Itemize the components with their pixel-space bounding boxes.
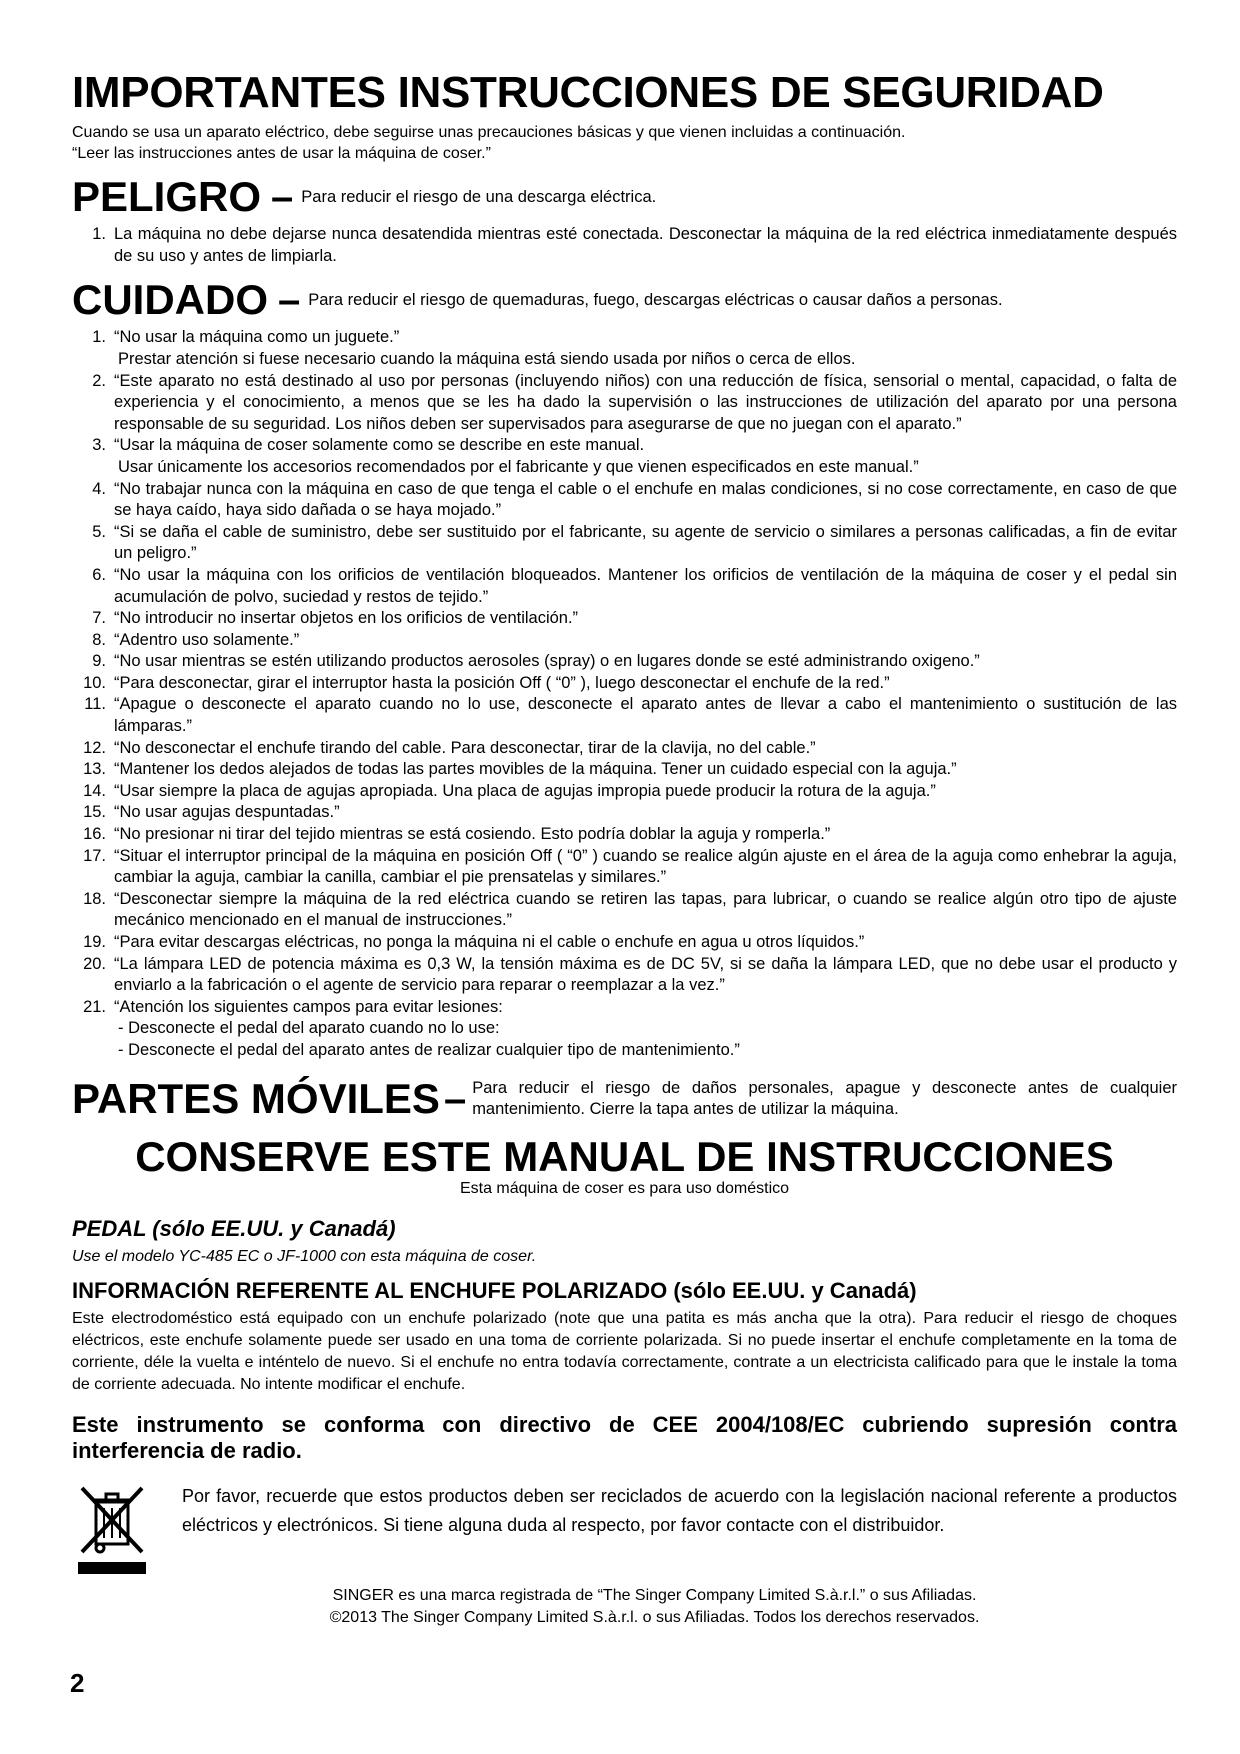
- list-item: [72, 327, 1177, 370]
- intro: [72, 122, 1177, 164]
- item-number: 3.: [92, 436, 106, 455]
- item-number: 20.: [83, 954, 106, 973]
- item-subtext: Usar únicamente los accesorios recomendados por el fabricante y que vienen especificados en este manual.”: [118, 457, 919, 476]
- list-item: [72, 630, 1177, 652]
- list-item: [72, 224, 1177, 267]
- list-item: [72, 781, 1177, 803]
- item-text-block: [114, 327, 1177, 370]
- item-text: “No usar la máquina como un juguete.”: [114, 328, 400, 347]
- item-number: 8.: [92, 630, 106, 649]
- recycle-notice: [72, 1482, 1177, 1583]
- list-item: [72, 479, 1177, 522]
- item-text: “Situar el interruptor principal de la máquina en posición Off ( “0” ) cuando se realice algún ajuste en el área de la aguja como enhebrar la aguja, cambiar la aguja, cambiar la canilla, cambiar el pie prensatelas y similares.”: [114, 846, 1177, 887]
- item-text: “Usar la máquina de coser solamente como se describe en este manual.: [114, 436, 645, 455]
- list-item: [72, 802, 1177, 824]
- item-text: “No introducir no insertar objetos en los orificios de ventilación.”: [114, 609, 579, 628]
- list-item: [72, 954, 1177, 997]
- list-item: [72, 889, 1177, 932]
- peligro-heading: PELIGRO: [72, 173, 262, 221]
- item-text-block: [114, 824, 1177, 846]
- domestic-note: Esta máquina de coser es para uso doméstico: [459, 1179, 790, 1197]
- item-text-block: [114, 565, 1177, 608]
- partes-desc: Para reducir el riesgo de daños personales, apague y desconecte antes de cualquier mantenimiento. Cierre la tapa antes de utilizar la máquina.: [472, 1078, 1177, 1118]
- peligro-desc: Para reducir el riesgo de una descarga eléctrica.: [301, 187, 657, 206]
- list-item: [72, 759, 1177, 781]
- item-number: 7.: [92, 609, 106, 628]
- item-subtext: - Desconecte el pedal del aparato cuando no lo use:: [118, 1019, 500, 1038]
- item-number: 18.: [83, 889, 106, 908]
- item-number: 6.: [92, 565, 106, 584]
- list-item: [72, 565, 1177, 608]
- weee-crossed-bin-icon: [72, 1482, 162, 1583]
- cuidado-heading: CUIDADO: [72, 276, 268, 324]
- item-number: 13.: [83, 760, 106, 779]
- item-text-block: [114, 224, 1177, 267]
- item-number: 1.: [92, 328, 106, 347]
- item-text-block: [114, 522, 1177, 565]
- trademark-line: SINGER es una marca registrada de “The Singer Company Limited S.à.r.l.” o sus Afiliadas.: [332, 1586, 977, 1604]
- partes-heading: PARTES MÓVILES: [72, 1074, 440, 1122]
- cuidado-dash: –: [278, 278, 301, 323]
- cuidado-list: [72, 327, 1177, 1061]
- item-number: 16.: [83, 825, 106, 844]
- item-text-block: [114, 608, 1177, 630]
- list-item: [72, 824, 1177, 846]
- item-number: 19.: [83, 933, 106, 951]
- item-text: “Atención los siguientes campos para evitar lesiones:: [114, 997, 503, 1016]
- cuidado-desc: Para reducir el riesgo de quemaduras, fuego, descargas eléctricas o causar daños a personas.: [308, 290, 1003, 309]
- item-text: “Usar siempre la placa de agujas apropiada. Una placa de agujas impropia puede producir la rotura de la aguja.”: [114, 781, 936, 800]
- pedal-heading: PEDAL (sólo EE.UU. y Canadá): [72, 1215, 396, 1241]
- page-title: IMPORTANTES INSTRUCCIONES DE SEGURIDAD: [72, 68, 1104, 117]
- item-text-block: [114, 371, 1177, 436]
- item-text: “Para evitar descargas eléctricas, no ponga la máquina ni el cable o enchufe en agua u otros líquidos.”: [114, 933, 865, 951]
- item-text-block: [114, 889, 1177, 932]
- item-subtext: - Desconecte el pedal del aparato antes de realizar cualquier tipo de mantenimiento.”: [118, 1040, 740, 1059]
- item-number: 10.: [83, 673, 106, 692]
- item-text-block: [114, 954, 1177, 997]
- footer: [72, 1585, 1177, 1629]
- item-text-block: [114, 932, 1177, 954]
- item-text: “No usar agujas despuntadas.”: [114, 803, 340, 822]
- list-item: [72, 932, 1177, 954]
- item-text: “Apague o desconecte el aparato cuando no lo use, desconecte el aparato antes de llevar a cabo el mantenimiento o sustitución de las lámparas.”: [114, 695, 1177, 736]
- copyright-line: ©2013 The Singer Company Limited S.à.r.l. o sus Afiliadas. Todos los derechos reservados.: [329, 1608, 980, 1626]
- item-number: 15.: [83, 803, 106, 822]
- item-text-block: [114, 435, 1177, 478]
- peligro-header: [72, 173, 1177, 221]
- intro-line: “Leer las instrucciones antes de usar la máquina de coser.”: [72, 145, 491, 163]
- item-text: “Este aparato no está destinado al uso por personas (incluyendo niños) con una reducción de física, sensorial o mental, capacidad, o falta de experiencia y el conocimiento, a menos que se les ha dado la supervisión o las instrucciones de utilización del aparato por una persona responsable de su seguridad. Los niños deben ser supervisados para asegurarse de que no juegan con el aparato.”: [114, 371, 1177, 433]
- item-text: “Adentro uso solamente.”: [114, 630, 300, 649]
- item-text: “Desconectar siempre la máquina de la red eléctrica cuando se retiren las tapas, para lubricar, o cuando se realice algún otro tipo de ajuste mecánico mencionado en el manual de instrucciones.”: [114, 889, 1177, 930]
- cuidado-header: [72, 276, 1177, 324]
- item-subtext: Prestar atención si fuese necesario cuando la máquina está siendo usada por niños o cerca de ellos.: [118, 349, 856, 368]
- list-item: [72, 651, 1177, 673]
- item-text: “No presionar ni tirar del tejido mientras se está cosiendo. Esto podría doblar la aguja y romperla.”: [114, 825, 831, 844]
- list-item: [72, 694, 1177, 737]
- item-number: 9.: [92, 652, 106, 671]
- conserve-heading: CONSERVE ESTE MANUAL DE INSTRUCCIONES: [135, 1132, 1114, 1180]
- item-text-block: [114, 673, 1177, 695]
- partes-header: [72, 1074, 1177, 1122]
- list-item: [72, 522, 1177, 565]
- recycle-text: Por favor, recuerde que estos productos deben ser reciclados de acuerdo con la legislación nacional referente a productos eléctricos y electrónicos. Si tiene alguna duda al respecto, por favor contacte con el distribuidor.: [182, 1485, 1177, 1535]
- list-item: [72, 435, 1177, 478]
- item-text-block: [114, 479, 1177, 522]
- item-text-block: [114, 781, 1177, 803]
- cee-statement: Este instrumento se conforma con directivo de CEE 2004/108/EC cubriendo supresión contra interferencia de radio.: [72, 1411, 1177, 1463]
- item-number: 14.: [83, 781, 106, 800]
- list-item: [72, 371, 1177, 436]
- intro-line: Cuando se usa un aparato eléctrico, debe seguirse unas precauciones básicas y que vienen incluidas a continuación.: [72, 124, 906, 142]
- item-text: “La lámpara LED de potencia máxima es 0,3 W, la tensión máxima es de DC 5V, si se daña la lámpara LED, que no debe usar el producto y enviarlo a la fabricación o el agente de servicio para reparar o reemplazar a la vez.”: [114, 954, 1177, 995]
- item-number: 17.: [83, 846, 106, 865]
- item-text: “No usar la máquina con los orificios de ventilación bloqueados. Mantener los orificios de ventilación de la máquina de coser y el pedal sin acumulación de polvo, suciedad y restos de tejido.”: [114, 565, 1177, 606]
- peligro-list: [72, 224, 1177, 267]
- item-text-block: [114, 738, 1177, 760]
- item-text-block: [114, 846, 1177, 889]
- item-text-block: [114, 802, 1177, 824]
- item-text-block: [114, 997, 1177, 1062]
- item-text: “Mantener los dedos alejados de todas las partes movibles de la máquina. Tener un cuidado especial con la aguja.”: [114, 760, 957, 779]
- item-text: “Para desconectar, girar el interruptor hasta la posición Off ( “0” ), luego desconectar el enchufe de la red.”: [114, 673, 890, 692]
- item-number: 4.: [92, 479, 106, 498]
- item-number: 11.: [84, 695, 106, 714]
- item-text: “No usar mientras se estén utilizando productos aerosoles (spray) o en lugares donde se esté administrando oxigeno.”: [114, 652, 980, 671]
- list-item: [72, 846, 1177, 889]
- page-content: [72, 70, 1177, 1629]
- list-item: [72, 997, 1177, 1062]
- item-text: “No trabajar nunca con la máquina en caso de que tenga el cable o el enchufe en malas condiciones, si no cose correctamente, en caso de que se haya caído, haya sido dañada o se haya mojado.”: [114, 479, 1177, 520]
- pedal-text: Use el modelo YC-485 EC o JF-1000 con esta máquina de coser.: [72, 1247, 537, 1265]
- item-text-block: [114, 694, 1177, 737]
- item-text-block: [114, 651, 1177, 673]
- page-number: 2: [70, 1668, 85, 1698]
- item-number: 5.: [92, 522, 106, 541]
- item-text-block: [114, 630, 1177, 652]
- polarized-plug-text: Este electrodoméstico está equipado con un enchufe polarizado (note que una patita es más ancha que la otra). Para reducir el riesgo de choques eléctricos, este enchufe solamente puede ser usado en una toma de corriente polarizada. Si no puede insertar el enchufe completamente en la toma de corriente, déle la vuelta e inténtelo de nuevo. Si el enchufe no entra todavía correctamente, contrate a un electricista calificado para que le instale la toma de corriente adecuada. No intente modificar el enchufe.: [72, 1309, 1177, 1393]
- list-item: [72, 608, 1177, 630]
- item-text-block: [114, 759, 1177, 781]
- partes-dash: –: [443, 1076, 467, 1121]
- item-number: 21.: [83, 997, 106, 1016]
- item-text: “Si se daña el cable de suministro, debe ser sustituido por el fabricante, su agente de servicio o similares a personas calificadas, a fin de evitar un peligro.”: [114, 522, 1177, 563]
- peligro-dash: –: [271, 175, 294, 220]
- polarized-plug-heading: INFORMACIÓN REFERENTE AL ENCHUFE POLARIZADO (sólo EE.UU. y Canadá): [72, 1277, 917, 1303]
- item-text: La máquina no debe dejarse nunca desatendida mientras esté conectada. Desconectar la máquina de la red eléctrica inmediatamente después de su uso y antes de limpiarla.: [114, 225, 1177, 265]
- item-number: 2.: [92, 371, 106, 390]
- item-number: 12.: [83, 738, 106, 757]
- item-number: 1.: [92, 225, 106, 244]
- list-item: [72, 673, 1177, 695]
- list-item: [72, 738, 1177, 760]
- item-text: “No desconectar el enchufe tirando del cable. Para desconectar, tirar de la clavija, no del cable.”: [114, 738, 816, 757]
